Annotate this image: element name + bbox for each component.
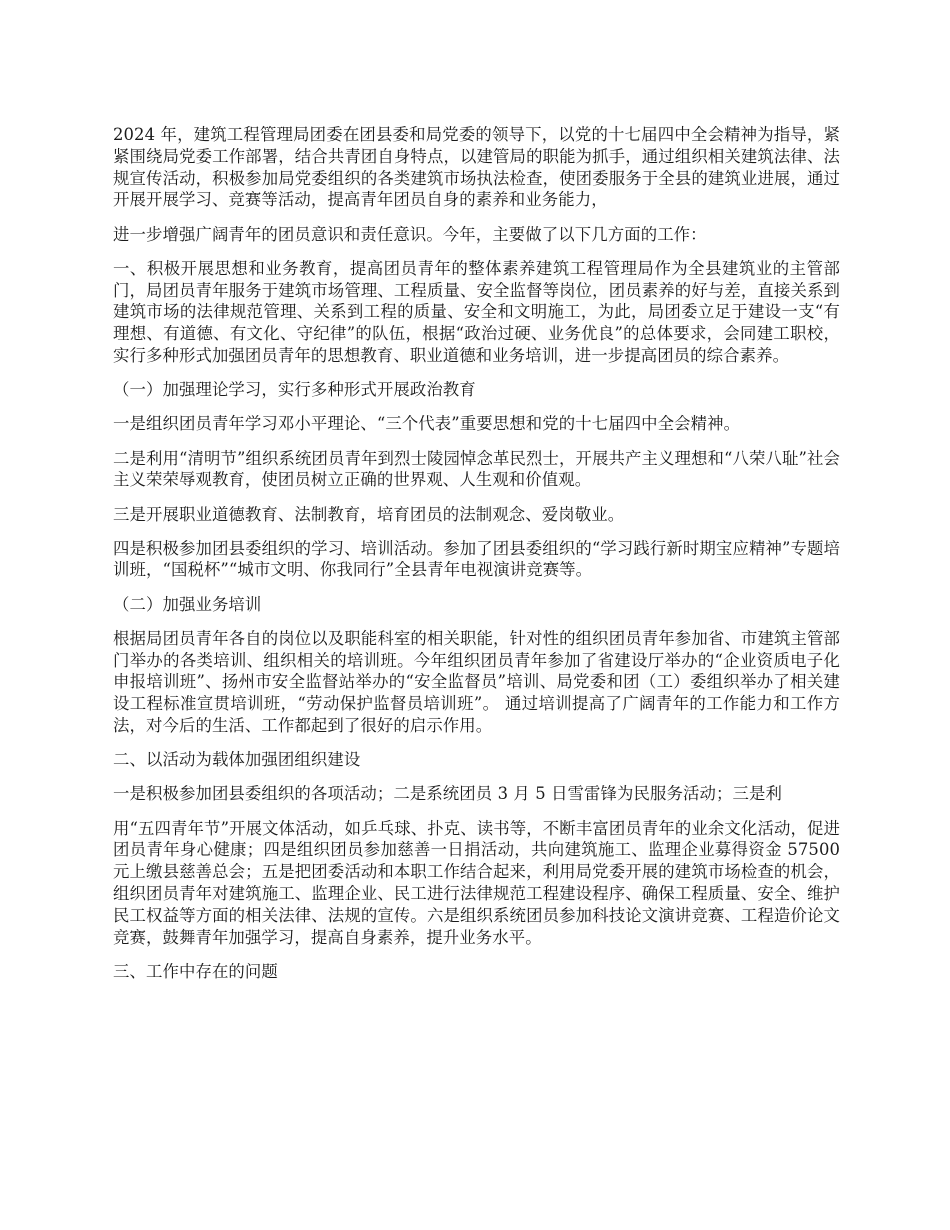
paragraph-training: 根据局团员青年各自的岗位以及职能科室的相关职能，针对性的组织团员青年参加省、市建筑主管部门举办的各类培训、组织相关的培训班。今年组织团员青年参加了省建设厅举办的“企业资质电子化申报培训班”、扬州市安全监督站举办的“安全监督员”培训、局党委和团（工）委组织举办了相关建设工程标准宣贯培训班，“劳动保护监督员培训班”。 通过培训提高了广阔青年的工作能力和工作方法，对今后的生活、工作都起到了很好的启示作用。 xyxy=(113,628,840,736)
paragraph-item-2: 二是利用“清明节”组织系统团员青年到烈士陵园悼念革民烈士，开展共产主义理想和“八荣八耻”社会主义荣荣辱观教育，使团员树立正确的世界观、人生观和价值观。 xyxy=(113,448,840,490)
section-heading-2: 二、以活动为载体加强团组织建设 xyxy=(113,750,361,770)
paragraph-activities: 一是积极参加团县委组织的各项活动；二是系统团员 3 月 5 日雪雷锋为民服务活动；三是利 xyxy=(113,784,782,804)
subsection-heading-1: （一）加强理论学习，实行多种形式开展政治教育 xyxy=(113,380,476,400)
section-heading-3: 三、工作中存在的问题 xyxy=(113,961,278,981)
paragraph-item-4: 四是积极参加团县委组织的学习、培训活动。参加了团县委组织的“学习践行新时期宝应精神”专题培训班，“国税杯”“城市文明、你我同行”全县青年电视演讲竞赛等。 xyxy=(113,538,840,580)
paragraph-item-1: 一是组织团员青年学习邓小平理论、“三个代表”重要思想和党的十七届四中全会精神。 xyxy=(113,414,741,434)
paragraph-activities-continued: 用“五四青年节”开展文体活动，如乒乓球、扑克、读书等，不断丰富团员青年的业余文化活动，促进团员青年身心健康；四是组织团员参加慈善一日捐活动，共向建筑施工、监理企业募得资金 57500 元上缴县慈善总会；五是把团委活动和本职工作结合起来，利用局党委开展的建筑市场检查的机会，组织团员青年对建筑施工、监理企业、民工进行法律规范工程建设程序、确保工程质量、安全、维护民工权益等方面的相关法律、法规的宣传。六是组织系统团员参加科技论文演讲竞赛、工程造价论文竞赛，鼓舞青年加强学习，提高自身素养，提升业务水平。 xyxy=(113,818,840,947)
paragraph-item-3: 三是开展职业道德教育、法制教育，培育团员的法制观念、爱岗敬业。 xyxy=(113,504,625,524)
paragraph-intro: 2024 年，建筑工程管理局团委在团县委和局党委的领导下，以党的十七届四中全会精神为指导，紧紧围绕局党委工作部署，结合共青团自身特点，以建管局的职能为抓手，通过组织相关建筑法律、法规宣传活动，积极参加局党委组织的各类建筑市场执法检查，使团委服务于全县的建筑业进展，通过开展开展学习、竞赛等活动，提高青年团员自身的素养和业务能力， xyxy=(113,125,840,210)
subsection-heading-2: （二）加强业务培训 xyxy=(113,594,262,614)
section-heading-1: 一、积极开展思想和业务教育，提高团员青年的整体素养建筑工程管理局作为全县建筑业的主管部门，局团员青年服务于建筑市场管理、工程质量、安全监督等岗位，团员素养的好与差，直接关系到建筑市场的法律规范管理、关系到工程的质量、安全和文明施工，为此，局团委立足于建设一支“有理想、有道德、有文化、守纪律”的队伍，根据“政治过硬、业务优良”的总体要求，会同建工职校，实行多种形式加强团员青年的思想教育、职业道德和业务培训，进一步提高团员的综合素养。 xyxy=(113,258,840,365)
document-body xyxy=(113,124,840,995)
paragraph-intro-continued: 进一步增强广阔青年的团员意识和责任意识。今年，主要做了以下几方面的工作： xyxy=(113,224,707,244)
